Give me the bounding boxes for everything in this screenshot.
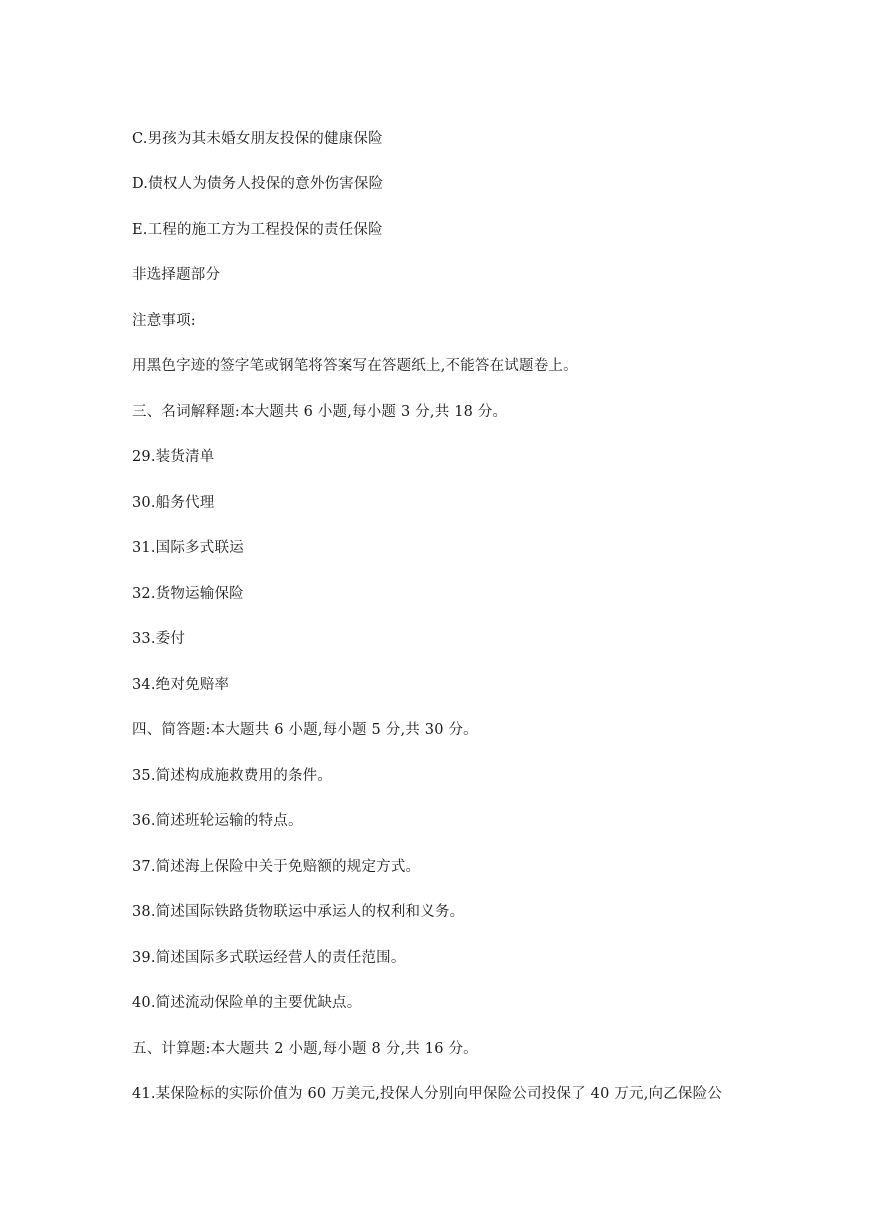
question-34: 34.绝对免赔率 xyxy=(132,677,230,693)
section-four-heading: 四、简答题:本大题共 6 小题,每小题 5 分,共 30 分。 xyxy=(132,722,478,738)
option-d: D.债权人为债务人投保的意外伤害保险 xyxy=(132,176,384,192)
section-three-heading: 三、名词解释题:本大题共 6 小题,每小题 3 分,共 18 分。 xyxy=(132,404,508,420)
option-e: E.工程的施工方为工程投保的责任保险 xyxy=(132,222,383,238)
question-38: 38.简述国际铁路货物联运中承运人的权利和义务。 xyxy=(132,904,465,920)
question-35: 35.简述构成施救费用的条件。 xyxy=(132,768,333,784)
question-32: 32.货物运输保险 xyxy=(132,586,244,602)
question-39: 39.简述国际多式联运经营人的责任范围。 xyxy=(132,950,406,966)
notes-heading: 注意事项: xyxy=(132,313,196,329)
question-41: 41.某保险标的实际价值为 60 万美元,投保人分别向甲保险公司投保了 40 万元,向乙保险公 xyxy=(132,1086,723,1102)
option-c: C.男孩为其未婚女朋友投保的健康保险 xyxy=(132,131,383,147)
question-29: 29.装货清单 xyxy=(132,449,215,465)
question-37: 37.简述海上保险中关于免赔额的规定方式。 xyxy=(132,859,421,875)
question-31: 31.国际多式联运 xyxy=(132,540,244,556)
section-five-heading: 五、计算题:本大题共 2 小题,每小题 8 分,共 16 分。 xyxy=(132,1041,478,1057)
question-30: 30.船务代理 xyxy=(132,495,215,511)
section-heading-non-choice: 非选择题部分 xyxy=(132,267,221,283)
question-40: 40.简述流动保险单的主要优缺点。 xyxy=(132,995,362,1011)
question-33: 33.委付 xyxy=(132,631,186,647)
question-36: 36.简述班轮运输的特点。 xyxy=(132,813,303,829)
notes-text: 用黑色字迹的签字笔或钢笔将答案写在答题纸上,不能答在试题卷上。 xyxy=(132,358,578,374)
